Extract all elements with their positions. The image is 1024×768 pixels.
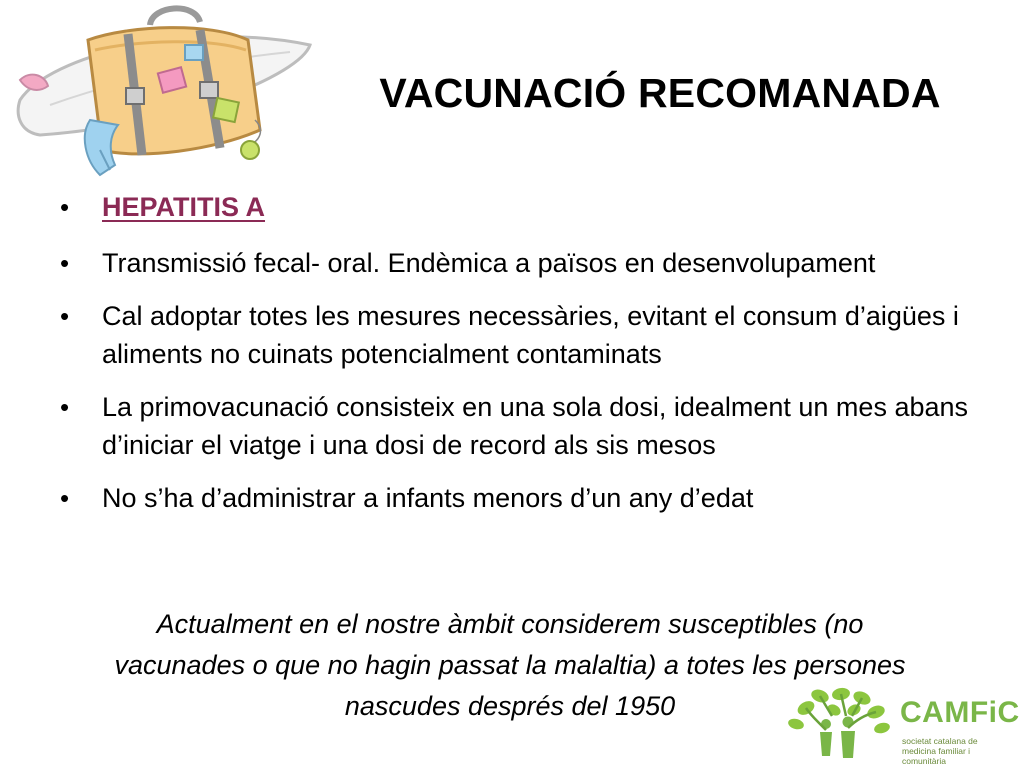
italic-note: Actualment en el nostre àmbit considerem susceptibles (no vacunades o que no hagin passat la malaltia) a totes les persones nascudes després del 1950: [114, 609, 906, 721]
logo-subtitle: societat catalana de medicina familiar i comunitària: [902, 736, 978, 766]
bullet-dot: •: [60, 483, 70, 513]
bullet-item-hepatitis-a: [60, 188, 980, 226]
bullet-item-infants: [60, 479, 980, 517]
bullet-list: [60, 188, 980, 532]
bullet-dot: •: [60, 248, 70, 278]
bullet-item-primovaccination: [60, 388, 980, 464]
bullet-dot: •: [60, 392, 70, 422]
camfic-logo: [786, 686, 1020, 766]
tree-people-icon: [786, 686, 892, 762]
bullet-dot: •: [60, 192, 70, 222]
suitcase-surfboard-icon: [10, 0, 320, 185]
bullet-text: No s’ha d’administrar a infants menors d’un any d’edat: [102, 483, 754, 513]
bullet-dot: •: [60, 301, 70, 331]
section-heading: HEPATITIS A: [102, 192, 266, 222]
logo-name: CAMFiC: [900, 696, 1020, 729]
bullet-item-measures: [60, 297, 980, 373]
bullet-text: Transmissió fecal- oral. Endèmica a països en desenvolupament: [102, 248, 876, 278]
bullet-text: Cal adoptar totes les mesures necessàries, evitant el consum d’aigües i aliments no cuinats potencialment contaminats: [102, 301, 959, 369]
slide-title: VACUNACIÓ RECOMANADA: [379, 70, 941, 116]
bullet-item-transmission: [60, 244, 980, 282]
bullet-text: La primovacunació consisteix en una sola dosi, idealment un mes abans d’iniciar el viatge i una dosi de record als sis mesos: [102, 392, 969, 460]
